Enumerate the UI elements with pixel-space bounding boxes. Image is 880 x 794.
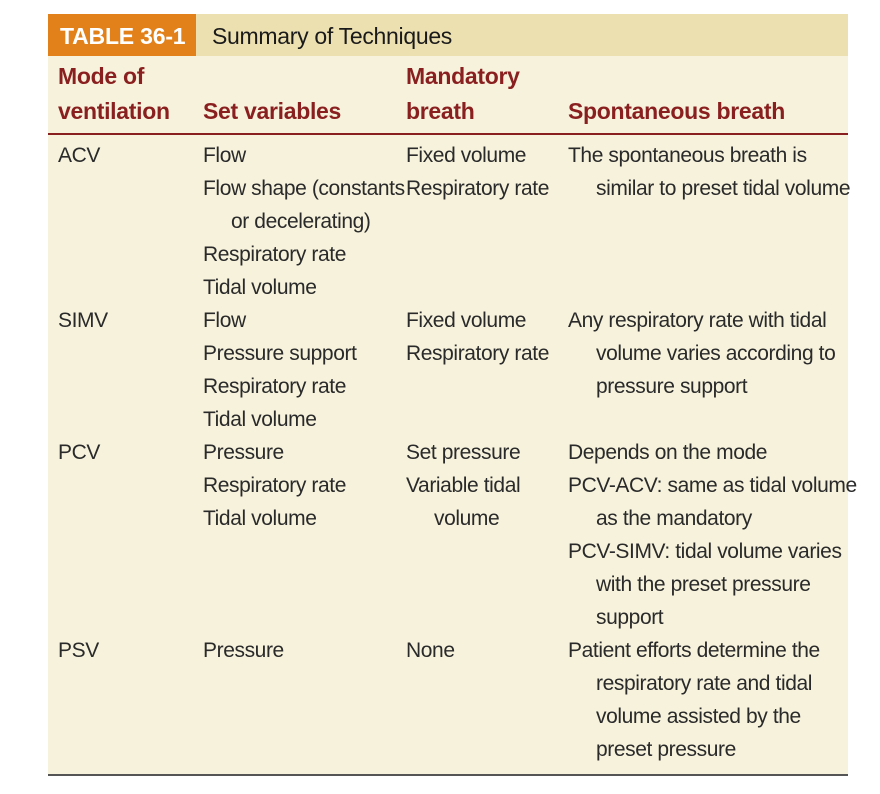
cell-line: or decelerating) xyxy=(231,210,371,233)
header-mandatory-breath: Mandatory breath xyxy=(406,63,520,124)
cell-line: as the mandatory xyxy=(596,507,752,530)
cell-spontaneous xyxy=(568,304,835,403)
cell-line: Set pressure xyxy=(406,441,521,464)
cell-line: respiratory rate and tidal xyxy=(596,672,813,695)
cell-set-variables xyxy=(203,436,346,535)
cell-spontaneous xyxy=(568,634,820,766)
cell-line: Variable tidal xyxy=(406,474,521,497)
header-set-variables: Set variables xyxy=(203,98,342,124)
cell-line: Tidal volume xyxy=(203,507,317,530)
cell-line: PSV xyxy=(58,639,99,662)
cell-line: Pressure xyxy=(203,441,284,464)
cell-mode xyxy=(58,436,100,469)
cell-line: Tidal volume xyxy=(203,276,317,299)
cell-line: preset pressure xyxy=(596,738,736,761)
cell-line: The spontaneous breath is xyxy=(568,144,807,167)
summary-table xyxy=(48,14,857,776)
cell-line: Fixed volume xyxy=(406,309,527,332)
table-row xyxy=(48,304,848,436)
header-spontaneous-breath: Spontaneous breath xyxy=(568,98,785,124)
cell-set-variables xyxy=(203,139,405,304)
cell-line: similar to preset tidal volume xyxy=(596,177,851,200)
cell-line: Respiratory rate xyxy=(203,474,346,497)
cell-line: SIMV xyxy=(58,309,108,332)
cell-line: Flow xyxy=(203,144,246,167)
cell-line: PCV-ACV: same as tidal volume xyxy=(568,474,857,497)
table-row xyxy=(48,436,857,634)
table-title-bar xyxy=(48,14,848,56)
cell-line: Patient efforts determine the xyxy=(568,639,820,662)
cell-line: volume xyxy=(434,507,500,530)
cell-mode xyxy=(58,139,100,172)
header-mode: Mode of ventilation xyxy=(58,63,170,124)
table-row xyxy=(48,634,848,766)
cell-line: support xyxy=(596,606,664,629)
cell-mandatory xyxy=(406,304,549,370)
cell-line: with the preset pressure xyxy=(596,573,811,596)
cell-mandatory xyxy=(406,634,455,667)
cell-line: Flow shape (constants xyxy=(203,177,405,200)
cell-mode xyxy=(58,304,108,337)
cell-line: ACV xyxy=(58,144,100,167)
cell-line: PCV xyxy=(58,441,100,464)
cell-set-variables xyxy=(203,634,284,667)
table-body xyxy=(48,56,857,776)
table-rows xyxy=(48,135,857,774)
cell-line: volume varies according to xyxy=(596,342,836,365)
cell-mode xyxy=(58,634,99,667)
cell-mandatory xyxy=(406,139,549,205)
cell-line: Respiratory rate xyxy=(203,243,346,266)
cell-line: Respiratory rate xyxy=(406,342,549,365)
cell-line: Respiratory rate xyxy=(203,375,346,398)
cell-line: pressure support xyxy=(596,375,748,398)
cell-line: Flow xyxy=(203,309,246,332)
table-number-badge: TABLE 36-1 xyxy=(48,14,196,56)
cell-set-variables xyxy=(203,304,357,436)
cell-line: Pressure xyxy=(203,639,284,662)
cell-line: Respiratory rate xyxy=(406,177,549,200)
cell-line: Tidal volume xyxy=(203,408,317,431)
cell-spontaneous xyxy=(568,436,857,634)
cell-line: None xyxy=(406,639,455,662)
table-header-row xyxy=(48,56,848,135)
cell-line: Depends on the mode xyxy=(568,441,768,464)
cell-spontaneous xyxy=(568,139,850,205)
cell-line: Fixed volume xyxy=(406,144,527,167)
cell-mandatory xyxy=(406,436,520,535)
cell-line: PCV-SIMV: tidal volume varies xyxy=(568,540,842,563)
cell-line: Any respiratory rate with tidal xyxy=(568,309,827,332)
cell-line: volume assisted by the xyxy=(596,705,801,728)
table-caption: Summary of Techniques xyxy=(212,23,453,49)
cell-line: Pressure support xyxy=(203,342,357,365)
table-row xyxy=(48,139,851,304)
